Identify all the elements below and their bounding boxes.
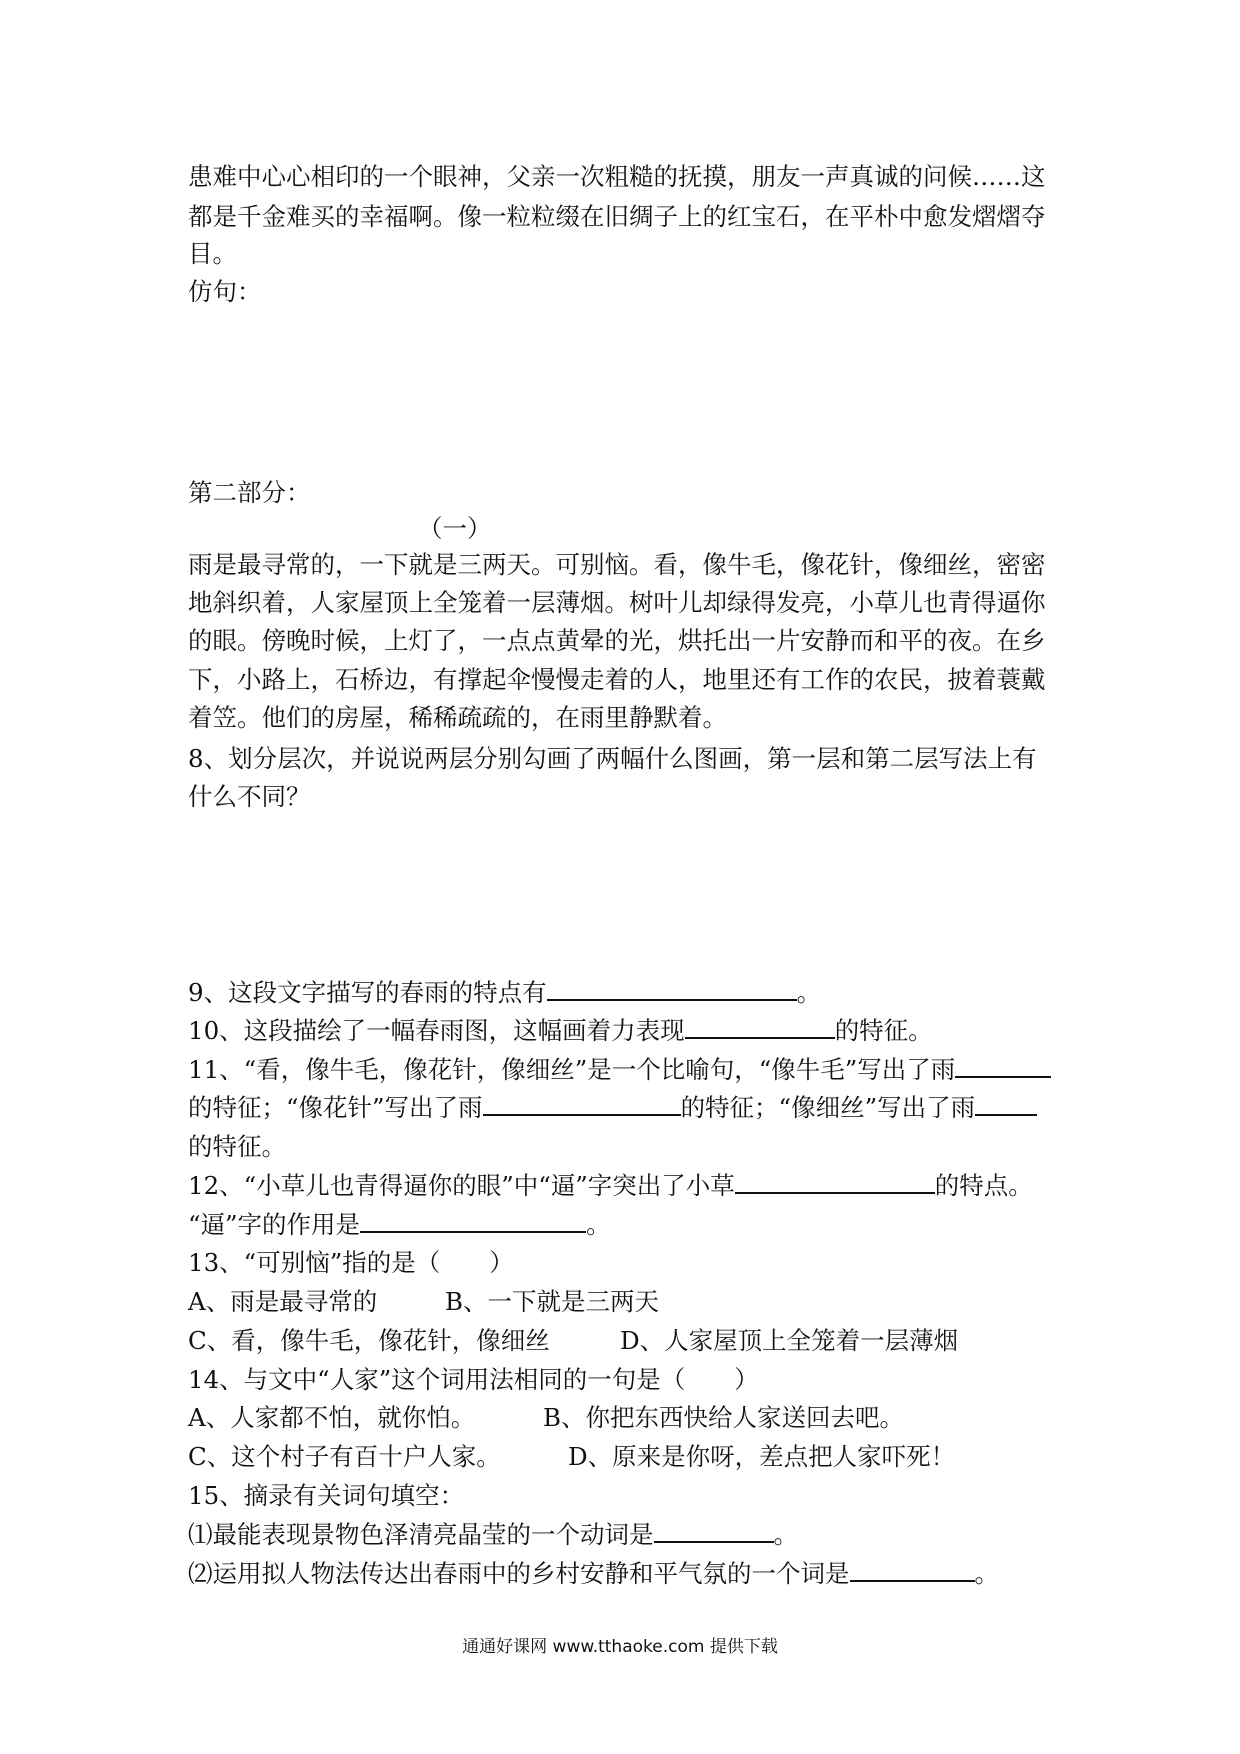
q12-line-2 [188,1205,611,1245]
q12-blank-2[interactable] [360,1205,586,1233]
q11-blank-3[interactable] [975,1088,1037,1116]
section-heading: （一） [418,514,492,543]
q13-option-d[interactable]: D、人家屋顶上全笼着一层薄烟 [620,1326,959,1355]
q11-blank-1[interactable] [955,1050,1051,1078]
q12-text-2: 的特点。 [934,1171,1033,1200]
passage-line-3: 的眼。傍晚时候，上灯了，一点点黄晕的光，烘托出一片安静而和平的夜。在乡 [188,626,1046,655]
passage-line-2: 地斜织着，人家屋顶上全笼着一层薄烟。树叶儿却绿得发亮，小草儿也青得逼你 [188,588,1046,617]
q14-option-d[interactable]: D、原来是你呀，差点把人家吓死！ [568,1442,956,1471]
q15-sub-2-end: 。 [974,1559,999,1588]
passage-line-1: 雨是最寻常的，一下就是三两天。可别恼。看，像牛毛，像花针，像细丝，密密 [188,550,1046,579]
q14-option-b[interactable]: B、你把东西快给人家送回去吧。 [543,1403,905,1432]
part2-title: 第二部分： [188,478,311,507]
q13-option-b[interactable]: B、一下就是三两天 [445,1287,660,1316]
q12-line-1 [188,1166,1033,1206]
q15-sub-2 [188,1554,999,1594]
intro-line-2: 都是千金难买的幸福啊。像一粒粒缀在旧绸子上的红宝石，在平朴中愈发熠熠夺 [188,202,1046,231]
q11-line-2 [188,1088,1037,1128]
q14-option-c[interactable]: C、这个村子有百十户人家。 [188,1442,501,1471]
q10 [188,1011,933,1051]
q13-option-c[interactable]: C、看，像牛毛，像花针，像细丝 [188,1326,550,1355]
q11-text-2: 的特征；“像花针”写出了雨 [188,1093,483,1122]
q11-blank-2[interactable] [483,1088,681,1116]
q15-sub-1-text: ⑴最能表现景物色泽清亮晶莹的一个动词是 [188,1520,654,1549]
q12-text: 12、“小草儿也青得逼你的眼”中“逼”字突出了小草 [188,1171,735,1200]
intro-line-1: 患难中心心相印的一个眼神，父亲一次粗糙的抚摸，朋友一声真诚的问候……这 [188,162,1046,191]
q15-sub-1 [188,1515,798,1555]
q15-sub-1-end: 。 [773,1520,798,1549]
q15-blank-1[interactable] [654,1515,774,1543]
q9-end: 。 [796,978,822,1007]
passage-line-4: 下，小路上，石桥边，有撑起伞慢慢走着的人，地里还有工作的农民，披着蓑戴 [188,665,1046,694]
q13-option-a[interactable]: A、雨是最寻常的 [188,1287,378,1316]
imitate-label: 仿句： [188,277,262,306]
q11-text-3: 的特征；“像细丝”写出了雨 [680,1093,976,1122]
q10-blank[interactable] [685,1011,835,1039]
q12-end: 。 [586,1210,611,1239]
q13-stem: 13、“可别恼”指的是（ ） [188,1248,514,1277]
q14-stem: 14、与文中“人家”这个词用法相同的一句是（ ） [188,1365,759,1394]
intro-line-3: 目。 [188,239,237,268]
q11-text: 11、“看，像牛毛，像花针，像细丝”是一个比喻句，“像牛毛”写出了雨 [188,1055,956,1084]
q12-blank-1[interactable] [735,1166,935,1194]
q15-sub-2-text: ⑵运用拟人物法传达出春雨中的乡村安静和平气氛的一个词是 [188,1559,850,1588]
q11-line-3: 的特征。 [188,1132,286,1161]
page-footer: 通通好课网 www.tthaoke.com 提供下载 [462,1637,778,1657]
q12-text-3: “逼”字的作用是 [188,1210,361,1239]
passage-line-5: 着笠。他们的房屋，稀稀疏疏的，在雨里静默着。 [188,703,727,732]
q9-blank[interactable] [547,973,797,1001]
q10-end: 的特征。 [834,1016,933,1045]
q9 [188,973,821,1013]
q15-blank-2[interactable] [850,1554,975,1582]
q10-text: 10、这段描绘了一幅春雨图，这幅画着力表现 [188,1016,685,1045]
q11-line-1 [188,1050,1051,1090]
q14-option-a[interactable]: A、人家都不怕，就你怕。 [188,1403,476,1432]
q9-text: 9、这段文字描写的春雨的特点有 [188,978,547,1007]
q8-line-2: 什么不同？ [188,782,311,811]
q8-line-1: 8、划分层次，并说说两层分别勾画了两幅什么图画，第一层和第二层写法上有 [188,744,1037,773]
q15-stem: 15、摘录有关词句填空： [188,1481,465,1510]
